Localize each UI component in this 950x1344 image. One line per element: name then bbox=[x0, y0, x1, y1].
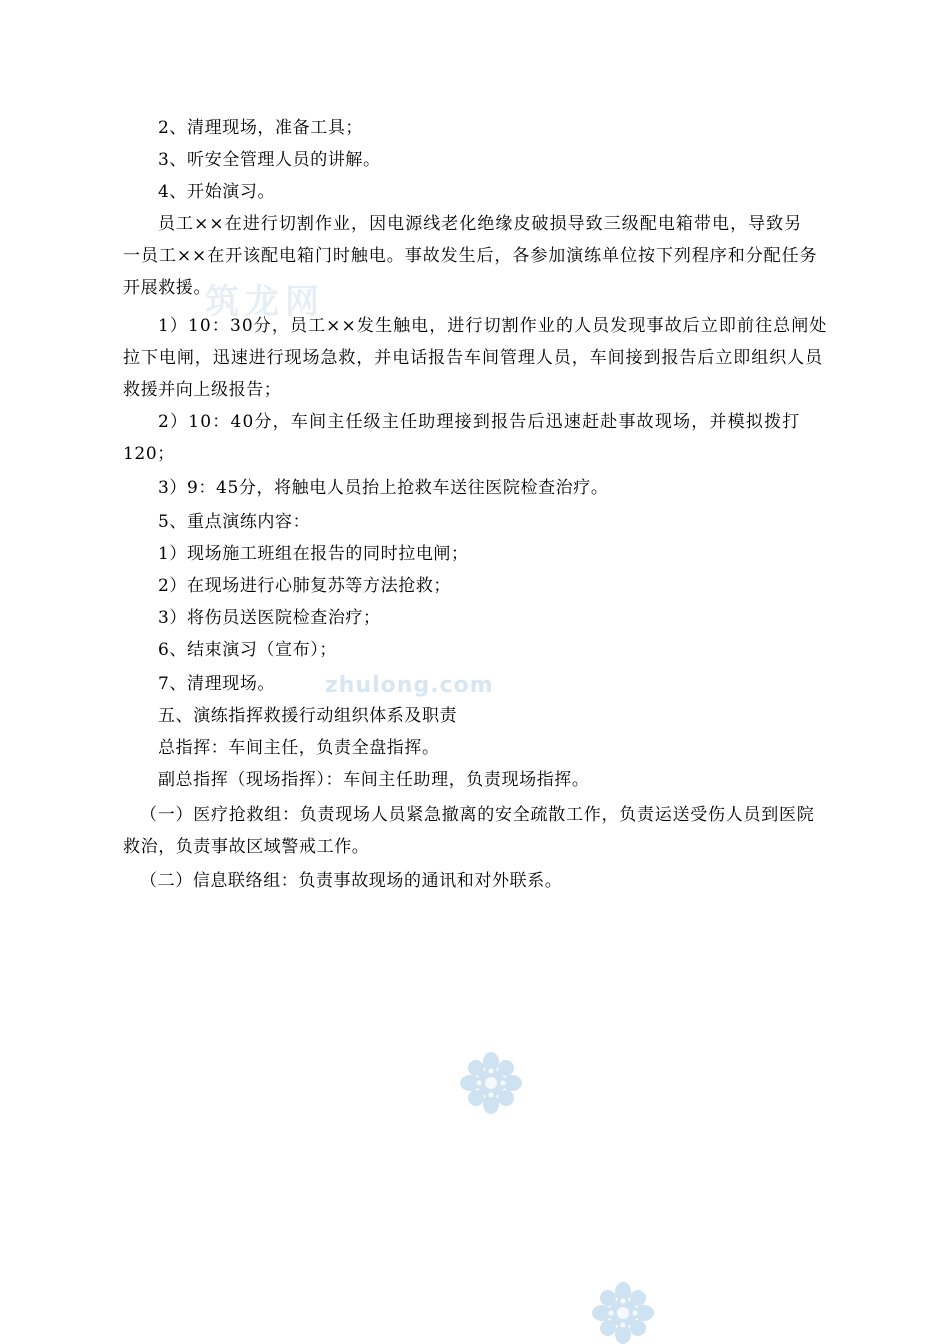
text-line: 4、开始演习。 bbox=[158, 182, 276, 202]
text-line: 5、重点演练内容： bbox=[158, 512, 311, 532]
text-line: 1）10：30分，员工××发生触电，进行切割作业的人员发现事故后立即前往总闸处 bbox=[158, 316, 828, 336]
text-line: 拉下电闸，迅速进行现场急救，并电话报告车间管理人员，车间接到报告后立即组织人员 bbox=[123, 348, 824, 368]
text-line: 2）在现场进行心肺复苏等方法抢救； bbox=[158, 576, 452, 596]
text-line: （一）医疗抢救组：负责现场人员紧急撤离的安全疏散工作，负责运送受伤人员到医院 bbox=[140, 805, 815, 825]
zhulong-flower-icon bbox=[592, 1282, 654, 1344]
text-line: 总指挥：车间主任，负责全盘指挥。 bbox=[158, 738, 440, 758]
text-line: 6、结束演习（宣布）； bbox=[158, 640, 337, 660]
text-line: 3）9：45分，将触电人员抬上抢救车送往医院检查治疗。 bbox=[158, 478, 609, 498]
text-line: 2、清理现场，准备工具； bbox=[158, 118, 364, 138]
text-line: 3、听安全管理人员的讲解。 bbox=[158, 150, 381, 170]
watermark-en: zhulong.com bbox=[325, 673, 494, 698]
text-line: 3）将伤员送医院检查治疗； bbox=[158, 608, 381, 628]
text-line: 救治，负责事故区域警戒工作。 bbox=[123, 837, 370, 857]
text-line: 员工××在进行切割作业，因电源线老化绝缘皮破损导致三级配电箱带电，导致另 bbox=[158, 214, 803, 234]
text-line: 副总指挥（现场指挥）：车间主任助理，负责现场指挥。 bbox=[158, 770, 590, 790]
text-line: 救援并向上级报告； bbox=[123, 380, 282, 400]
text-line: 1）现场施工班组在报告的同时拉电闸； bbox=[158, 544, 469, 564]
watermark-cn: 筑龙网 bbox=[205, 282, 325, 322]
text-line: 7、清理现场。 bbox=[158, 674, 276, 694]
text-line: 开展救援。 bbox=[123, 278, 211, 298]
text-line: 五、演练指挥救援行动组织体系及职责 bbox=[158, 706, 458, 726]
text-line: 120； bbox=[123, 444, 175, 464]
zhulong-flower-icon bbox=[460, 1052, 522, 1114]
text-line: 2）10：40分，车间主任级主任助理接到报告后迅速赶赴事故现场，并模拟拨打 bbox=[158, 412, 801, 432]
text-line: （二）信息联络组：负责事故现场的通讯和对外联系。 bbox=[140, 871, 563, 891]
text-line: 一员工××在开该配电箱门时触电。事故发生后，各参加演练单位按下列程序和分配任务 bbox=[123, 246, 818, 266]
